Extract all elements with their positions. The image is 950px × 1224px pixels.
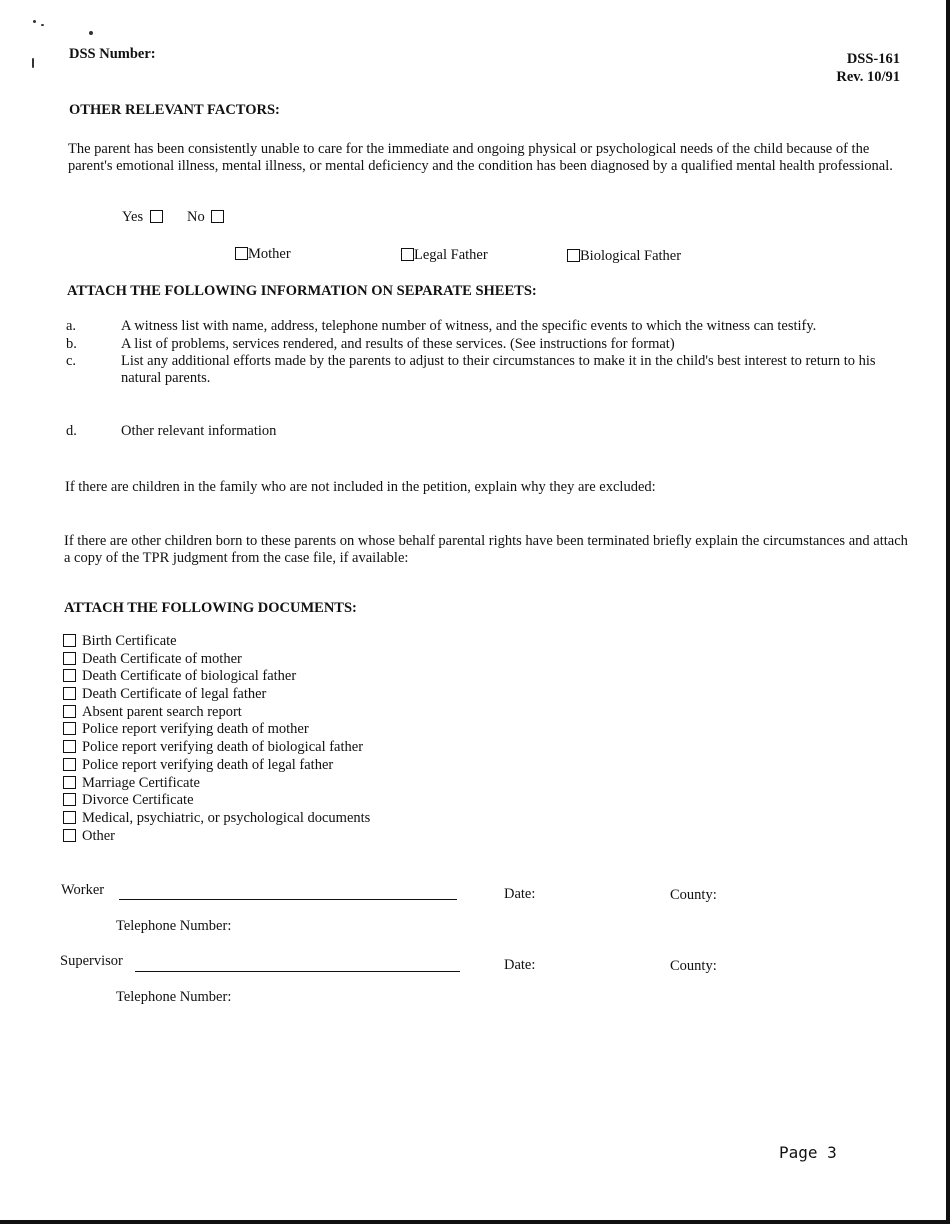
scan-speck [33,20,36,23]
doc-item-medical-documents[interactable] [63,810,370,828]
form-id: DSS-161 [846,51,900,67]
legal-father-option[interactable] [401,247,488,264]
yes-checkbox[interactable] [150,210,163,223]
other-children-text: If there are other children born to these parents on whose behalf parental rights have been terminated briefly explain the circumstances and attach a copy of the TPR judgment from the case file, if available: [64,533,908,566]
attach-item-b-letter: b. [66,336,77,352]
worker-date-label: Date: [504,886,536,902]
doc-label: Police report verifying death of legal father [82,756,334,773]
legal-father-label: Legal Father [414,247,488,263]
doc-checkbox[interactable] [63,829,76,842]
scan-border-bottom [0,1220,950,1224]
attach-item-c-text: List any additional efforts made by the parents to adjust to their circumstances to make it in the child's best interest to return to his natural parents. [121,353,876,386]
attach-item-d-letter: d. [66,423,77,439]
doc-checkbox[interactable] [63,740,76,753]
attach-item-a-letter: a. [66,318,77,334]
doc-item-police-report-legal-father[interactable] [63,757,370,775]
document-checklist [63,633,370,845]
no-checkbox[interactable] [211,210,224,223]
doc-item-birth-certificate[interactable] [63,633,370,651]
mother-checkbox[interactable] [235,247,248,260]
doc-item-death-cert-mother[interactable] [63,651,370,669]
mother-option[interactable] [235,246,291,263]
doc-checkbox[interactable] [63,811,76,824]
supervisor-telephone-label: Telephone Number: [116,989,232,1005]
doc-label: Birth Certificate [82,633,177,649]
doc-label: Absent parent search report [82,703,242,720]
worker-label: Worker [61,882,105,898]
doc-label: Marriage Certificate [82,774,200,791]
excluded-children-text: If there are children in the family who are not included in the petition, explain why they are excluded: [65,479,656,495]
doc-checkbox[interactable] [63,669,76,682]
supervisor-county-label: County: [670,958,717,974]
other-factors-paragraph: The parent has been consistently unable to care for the immediate and ongoing physical or psychological needs of the child because of the parent's emotional illness, mental illness, or mental deficiency and the condition has been diagnosed by a qualified mental health professional. [68,141,893,174]
doc-checkbox[interactable] [63,776,76,789]
dss-number-label: DSS Number: [69,46,156,62]
doc-label: Other [82,827,116,844]
doc-checkbox[interactable] [63,793,76,806]
worker-county-label: County: [670,887,717,903]
doc-item-death-cert-legal-father[interactable] [63,686,370,704]
doc-checkbox[interactable] [63,634,76,647]
yes-label: Yes [122,209,144,225]
doc-label: Police report verifying death of mother [82,721,309,738]
doc-item-death-cert-bio-father[interactable] [63,668,370,686]
biological-father-option[interactable] [567,248,681,265]
legal-father-checkbox[interactable] [401,248,414,261]
doc-checkbox[interactable] [63,722,76,735]
yes-option[interactable] [122,209,163,226]
doc-item-police-report-mother[interactable] [63,721,370,739]
attach-item-b-text: A list of problems, services rendered, and results of these services. (See instructions for format) [121,336,675,352]
scan-speck [89,31,93,35]
no-label: No [187,209,205,225]
attach-item-a-text: A witness list with name, address, telephone number of witness, and the specific events to which the witness can testify. [121,318,817,334]
mother-label: Mother [248,246,291,262]
supervisor-label: Supervisor [60,953,123,969]
attach-item-c-letter: c. [66,353,77,369]
doc-checkbox[interactable] [63,705,76,718]
form-revision: Rev. 10/91 [836,69,900,85]
other-factors-heading: OTHER RELEVANT FACTORS: [69,102,280,118]
doc-item-marriage-certificate[interactable] [63,775,370,793]
biological-father-checkbox[interactable] [567,249,580,262]
doc-item-police-report-bio-father[interactable] [63,739,370,757]
doc-label: Death Certificate of mother [82,650,242,667]
scan-speck [32,58,34,68]
doc-checkbox[interactable] [63,652,76,665]
page-number: Page 3 [779,1143,837,1162]
attach-docs-heading: ATTACH THE FOLLOWING DOCUMENTS: [64,600,357,616]
scan-border-right [946,0,950,1224]
doc-label: Death Certificate of biological father [82,668,297,685]
doc-item-other[interactable] [63,828,370,846]
doc-label: Police report verifying death of biological father [82,739,364,756]
attach-info-heading: ATTACH THE FOLLOWING INFORMATION ON SEPARATE SHEETS: [67,283,537,299]
doc-item-absent-parent-report[interactable] [63,704,370,722]
attach-item-d-text: Other relevant information [121,423,277,439]
doc-label: Death Certificate of legal father [82,686,267,703]
doc-label: Divorce Certificate [82,792,194,809]
supervisor-signature-line[interactable] [135,971,460,972]
doc-checkbox[interactable] [63,687,76,700]
doc-checkbox[interactable] [63,758,76,771]
supervisor-date-label: Date: [504,957,536,973]
doc-label: Medical, psychiatric, or psychological documents [82,809,371,826]
scan-speck [41,24,44,26]
doc-item-divorce-certificate[interactable] [63,792,370,810]
no-option[interactable] [187,209,224,226]
worker-telephone-label: Telephone Number: [116,918,232,934]
biological-father-label: Biological Father [580,248,682,264]
worker-signature-line[interactable] [119,899,457,900]
